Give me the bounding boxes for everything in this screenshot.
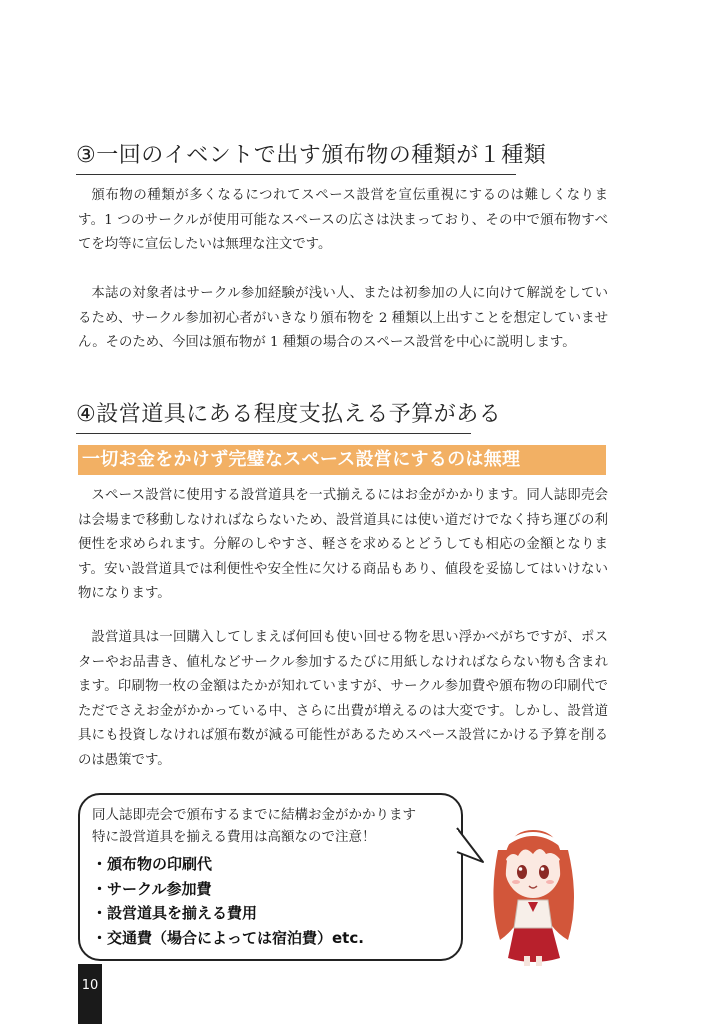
section-3-heading: ③一回のイベントで出す頒布物の種類が１種類 xyxy=(76,141,516,175)
section-4-heading: ④設営道具にある程度支払える予算がある xyxy=(76,400,471,434)
callout-line-2: 特に設営道具を揃える費用は高額なので注意！ xyxy=(92,829,376,845)
section-4-paragraph-1: スペース設営に使用する設営道具を一式揃えるにはお金がかかります。同人誌即売会は会場まで移動しなければならないため、設営道具には使い道だけでなく持ち運びの利便性を求められます。分解のしやすさ、軽さを求めるとどうしても相応の金額となります。安い設営道具では利便性や安全性に欠ける商品もあり、値段を妥協してはいけない物になります。 xyxy=(78,488,608,601)
section-3-paragraph-2: 本誌の対象者はサークル参加経験が浅い人、または初参加の人に向けて解説をしているため、サークル参加初心者がいきなり頒布物を 2 種類以上出すことを想定していません。そのため、今回は頒布物が 1 種類の場合のスペース設営を中心に説明します。 xyxy=(78,286,608,350)
cost-list xyxy=(92,852,364,950)
cost-list-item: ・交通費（場合によっては宿泊費）etc. xyxy=(92,928,364,947)
section-3-paragraph-1: 頒布物の種類が多くなるにつれてスペース設営を宣伝重視にするのは難しくなります。1 つのサークルが使用可能なスペースの広さは決まっており、その中で頒布物すべてを均等に宣伝したいは無理な注文です。 xyxy=(78,188,608,252)
cost-list-item: ・サークル参加費 xyxy=(92,879,212,898)
cost-list-item: ・設営道具を揃える費用 xyxy=(92,904,258,922)
chibi-character-illustration xyxy=(478,810,588,970)
cost-list-item: ・頒布物の印刷代 xyxy=(92,855,213,873)
highlight-banner: 一切お金をかけず完璧なスペース設営にするのは無理 xyxy=(78,445,606,475)
page-number-tab: 10 xyxy=(78,964,102,1024)
section-4-paragraph-2: 設営道具は一回購入してしまえば何回も使い回せる物を思い浮かべがちですが、ポスターやお品書き、値札などサークル参加するたびに用紙しなければならない物も含まれます。印刷物一枚の金額はたかが知れていますが、サークル参加費や頒布物の印刷代でただでさえお金がかかっている中、さらに出費が増えるのは大変です。しかし、設営道具にも投資しなければ頒布数が減る可能性があるためスペース設営にかける予算を削るのは愚策です。 xyxy=(78,630,608,768)
callout-line-1: 同人誌即売会で頒布するまでに結構お金がかかります xyxy=(92,807,416,823)
